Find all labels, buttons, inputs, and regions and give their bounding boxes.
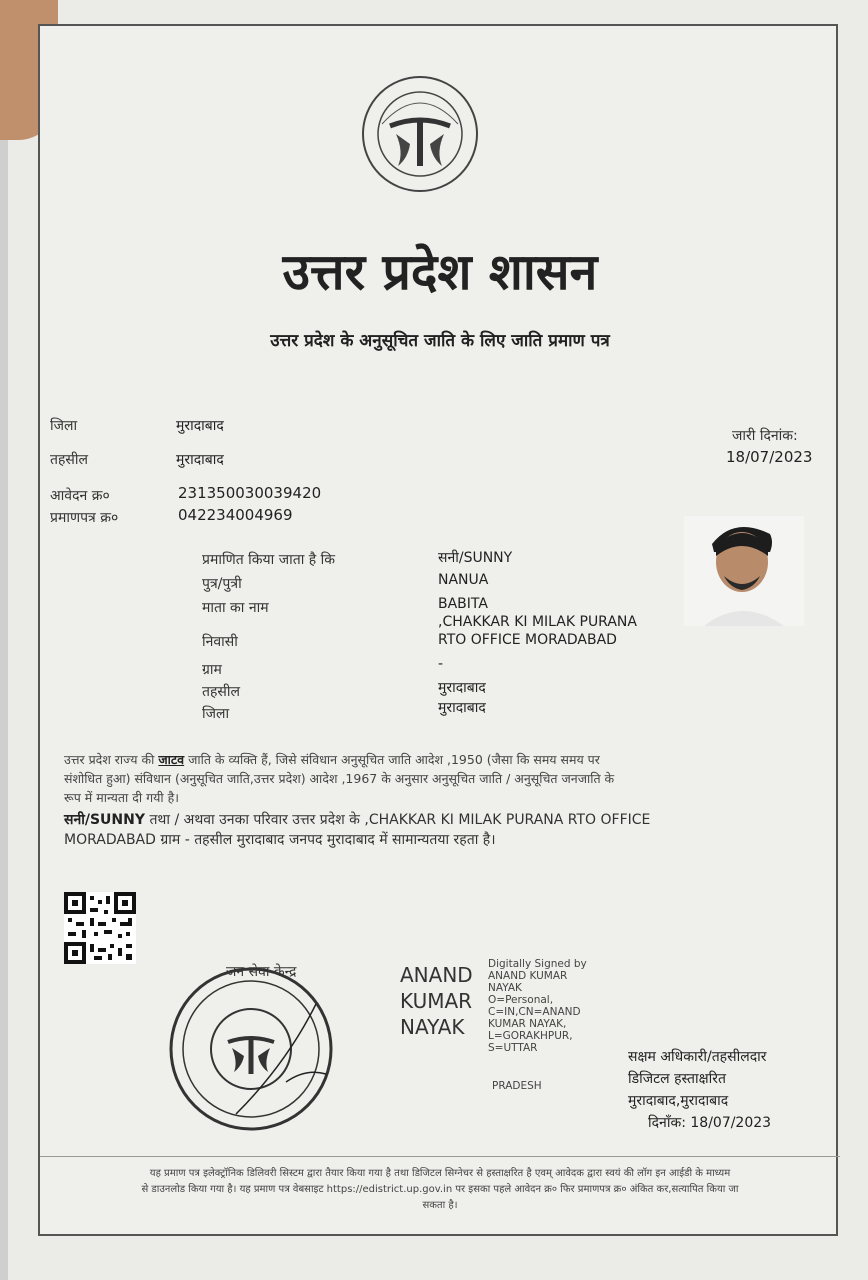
footer-line-2: से डाउनलोड किया गया है। यह प्रमाण पत्र वेबसाइट https://edistrict.up.gov.in पर इसका पहले आवेदन क्र० फिर प्रमाणपत्र क्र० अंकित कर,सत्यापित किया जा bbox=[141, 1184, 739, 1195]
digital-line-9: PRADESH bbox=[492, 1080, 542, 1092]
applicant-photo bbox=[684, 516, 804, 626]
address-line-1: ,CHAKKAR KI MILAK PURANA bbox=[438, 614, 637, 630]
village-value: - bbox=[438, 656, 444, 672]
page-title: उत्तर प्रदेश शासन bbox=[282, 242, 598, 301]
signer-name-3: NAYAK bbox=[400, 1015, 465, 1039]
district-value: मुरादाबाद bbox=[176, 418, 224, 434]
footer-line-1: यह प्रमाण पत्र इलेक्ट्रॉनिक डिलिवरी सिस्टम द्वारा तैयार किया गया है तथा डिजिटल सिग्नेचर से हस्ताक्षरित है एवम् आवेदक द्वारा स्वयं की लॉग इन आईडी के माध्यम bbox=[149, 1168, 731, 1179]
residence-paragraph bbox=[64, 810, 784, 850]
digital-line-3: NAYAK bbox=[488, 982, 522, 994]
address-line-2: RTO OFFICE MORADABAD bbox=[438, 632, 617, 648]
mother-label: माता का नाम bbox=[202, 600, 269, 616]
caste-paragraph bbox=[64, 750, 784, 807]
father-name: NANUA bbox=[438, 572, 489, 588]
issue-date: 18/07/2023 bbox=[726, 448, 813, 466]
person-photo-icon bbox=[684, 516, 804, 626]
para1-start: उत्तर प्रदेश राज्य की bbox=[64, 752, 159, 767]
resident-label: निवासी bbox=[202, 634, 238, 650]
child-of-label: पुत्र/पुत्री bbox=[202, 576, 242, 592]
para1-rest: जाति के व्यक्ति हैं, जिसे संविधान अनुसूचित जाति आदेश ,1950 (जैसा कि समय समय पर bbox=[184, 752, 600, 767]
digital-line-4: O=Personal, bbox=[488, 994, 554, 1006]
footer-line-3: सकता है। bbox=[422, 1200, 458, 1211]
certified-name: सनी/SUNNY bbox=[438, 550, 513, 566]
issue-date-label: जारी दिनांक: bbox=[732, 428, 798, 444]
officer-designation: सक्षम अधिकारी/तहसीलदार bbox=[628, 1049, 767, 1065]
tehsil-label: तहसील bbox=[50, 452, 88, 468]
para1-line2: संशोधित हुआ) संविधान (अनुसूचित जाति,उत्तर प्रदेश) आदेश ,1967 के अनुसार अनुसूचित जाति / अनुसूचित जनजाति के bbox=[64, 771, 615, 786]
officer-digital-signed: डिजिटल हस्ताक्षरित bbox=[628, 1071, 726, 1087]
jan-seva-kendra-seal-icon bbox=[166, 964, 336, 1134]
officer-location: मुरादाबाद,मुरादाबाद bbox=[628, 1093, 729, 1109]
footer-divider bbox=[40, 1156, 840, 1157]
para2-line2: MORADABAD ग्राम - तहसील मुरादाबाद जनपद मुरादाबाद में सामान्यतया रहता है। bbox=[64, 832, 496, 848]
certificate-label: प्रमाणपत्र क्र० bbox=[50, 510, 119, 526]
detail-district-label: जिला bbox=[202, 706, 230, 722]
holder-name: सनी/SUNNY bbox=[64, 812, 145, 828]
page-subtitle: उत्तर प्रदेश के अनुसूचित जाति के लिए जाति प्रमाण पत्र bbox=[270, 331, 610, 351]
digital-line-2: ANAND KUMAR bbox=[488, 970, 568, 982]
certificate bbox=[38, 24, 838, 1236]
digital-line-6: KUMAR NAYAK, bbox=[488, 1018, 567, 1030]
officer-block bbox=[628, 1046, 771, 1134]
signer-name-1: ANAND bbox=[400, 963, 473, 987]
para2-line1: तथा / अथवा उनका परिवार उत्तर प्रदेश के ,CHAKKAR KI MILAK PURANA RTO OFFICE bbox=[145, 812, 651, 828]
digital-line-7: L=GORAKHPUR, bbox=[488, 1030, 573, 1042]
digital-signature-details bbox=[488, 958, 587, 1054]
caste-name: जाटव bbox=[158, 752, 185, 767]
district-label: जिला bbox=[50, 418, 78, 434]
digital-line-8: S=UTTAR bbox=[488, 1042, 538, 1054]
digital-line-5: C=IN,CN=ANAND bbox=[488, 1006, 581, 1018]
para1-line3: रूप में मान्यता दी गयी है। bbox=[64, 790, 179, 805]
village-label: ग्राम bbox=[202, 662, 222, 678]
detail-district-value: मुरादाबाद bbox=[438, 700, 486, 716]
certificate-number: 042234004969 bbox=[178, 506, 293, 524]
officer-date: दिनाँक: 18/07/2023 bbox=[648, 1115, 772, 1131]
detail-tehsil-value: मुरादाबाद bbox=[438, 680, 486, 696]
application-number: 231350030039420 bbox=[178, 484, 322, 502]
seal-text: जन सेवा केन्द्र bbox=[226, 964, 297, 980]
qr-code-icon bbox=[64, 892, 136, 964]
certified-label: प्रमाणित किया जाता है कि bbox=[202, 552, 336, 568]
up-government-emblem-icon bbox=[360, 74, 480, 194]
digital-line-1: Digitally Signed by bbox=[488, 958, 587, 970]
footer-note bbox=[60, 1166, 820, 1214]
tehsil-value: मुरादाबाद bbox=[176, 452, 224, 468]
signer-name-2: KUMAR bbox=[400, 989, 473, 1013]
signer-name-block bbox=[400, 962, 473, 1040]
detail-tehsil-label: तहसील bbox=[202, 684, 240, 700]
application-label: आवेदन क्र० bbox=[50, 488, 110, 504]
mother-name: BABITA bbox=[438, 596, 488, 612]
